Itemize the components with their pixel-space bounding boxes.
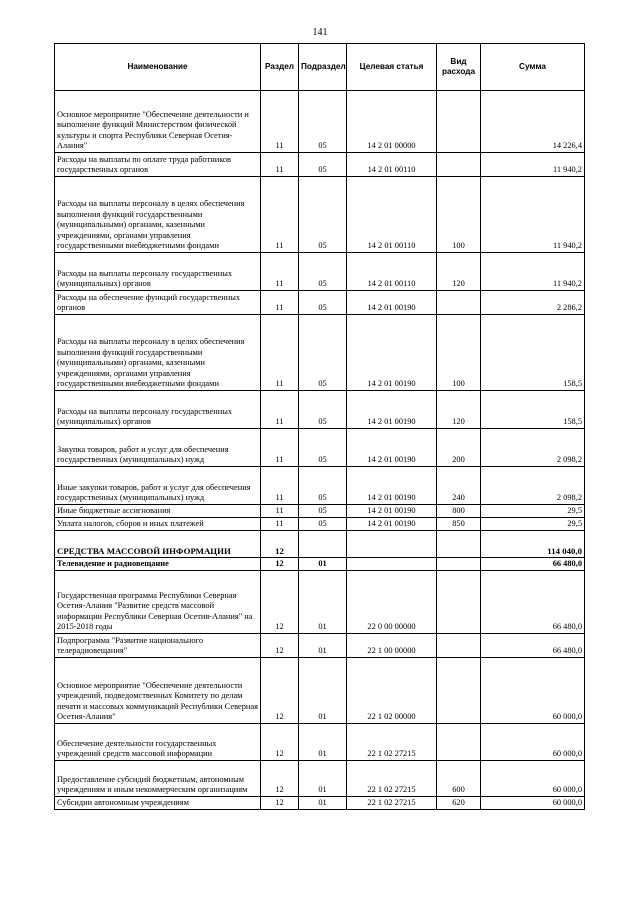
row-kind: 620 [437, 797, 481, 810]
table-row [55, 558, 585, 571]
col-header-subsection: Подраздел [299, 44, 347, 91]
row-name: Государственная программа Республики Северная Осетия-Алания "Развитие средств массовой информации Республики Северная Осетия-Алания" на 2015-2018 годы [55, 571, 261, 634]
row-kind [437, 571, 481, 634]
table-row [55, 467, 585, 505]
table-row [55, 797, 585, 810]
table-row [55, 391, 585, 429]
row-target: 14 2 01 00190 [347, 467, 437, 505]
row-name: Основное мероприятие "Обеспечение деятельности учреждений, подведомственных Комитету по делам печати и массовых коммуникаций Республики Северная Осетия-Алания" [55, 658, 261, 724]
row-name: Расходы на выплаты персоналу государственных (муниципальных) органов [55, 391, 261, 429]
row-kind: 200 [437, 429, 481, 467]
row-target [347, 531, 437, 558]
row-kind [437, 558, 481, 571]
table-row [55, 291, 585, 315]
row-target: 14 2 01 00110 [347, 153, 437, 177]
row-name: Закупка товаров, работ и услуг для обеспечения государственных (муниципальных) нужд [55, 429, 261, 467]
row-target: 22 1 02 27215 [347, 761, 437, 797]
row-kind [437, 724, 481, 761]
row-subsection: 05 [299, 253, 347, 291]
row-subsection: 05 [299, 315, 347, 391]
row-subsection: 05 [299, 391, 347, 429]
row-section: 12 [261, 724, 299, 761]
row-sum: 11 940,2 [481, 177, 585, 253]
row-subsection: 05 [299, 177, 347, 253]
row-name: Иные закупки товаров, работ и услуг для обеспечения государственных (муниципальных) нужд [55, 467, 261, 505]
table-row [55, 518, 585, 531]
row-sum: 2 286,2 [481, 291, 585, 315]
row-subsection: 01 [299, 797, 347, 810]
row-subsection [299, 531, 347, 558]
row-section: 12 [261, 761, 299, 797]
row-subsection: 05 [299, 153, 347, 177]
row-section: 11 [261, 505, 299, 518]
row-name: Основное мероприятие "Обеспечение деятельности и выполнение функций Министерством физической культуры и спорта Республики Северная Осетия-Алания" [55, 91, 261, 153]
row-name: Уплата налогов, сборов и иных платежей [55, 518, 261, 531]
row-name: СРЕДСТВА МАССОВОЙ ИНФОРМАЦИИ [55, 531, 261, 558]
row-section: 11 [261, 467, 299, 505]
row-subsection: 05 [299, 518, 347, 531]
row-sum: 60 000,0 [481, 761, 585, 797]
row-subsection: 01 [299, 634, 347, 658]
row-name: Иные бюджетные ассигнования [55, 505, 261, 518]
row-subsection: 05 [299, 91, 347, 153]
row-target: 14 2 01 00190 [347, 429, 437, 467]
table-row [55, 531, 585, 558]
table-row [55, 91, 585, 153]
row-kind [437, 531, 481, 558]
row-name: Расходы на выплаты по оплате труда работников государственных органов [55, 153, 261, 177]
row-name: Субсидии автономным учреждениям [55, 797, 261, 810]
row-subsection: 01 [299, 761, 347, 797]
row-name: Подпрограмма "Развитие национального телерадиовещания" [55, 634, 261, 658]
row-sum: 60 000,0 [481, 724, 585, 761]
row-subsection: 01 [299, 571, 347, 634]
row-section: 11 [261, 253, 299, 291]
row-target: 14 2 01 00110 [347, 253, 437, 291]
row-name: Расходы на выплаты персоналу в целях обеспечения выполнения функций государственными (муниципальными) органами, казенными учреждениями, органами управления государственными внебюджетными фондами [55, 315, 261, 391]
row-target: 22 1 02 00000 [347, 658, 437, 724]
row-sum: 60 000,0 [481, 797, 585, 810]
row-kind [437, 153, 481, 177]
row-sum: 11 940,2 [481, 153, 585, 177]
row-target [347, 558, 437, 571]
row-target: 14 2 01 00190 [347, 391, 437, 429]
row-section: 11 [261, 291, 299, 315]
table-row [55, 153, 585, 177]
col-header-target: Целевая статья [347, 44, 437, 91]
row-section: 12 [261, 797, 299, 810]
row-sum: 14 226,4 [481, 91, 585, 153]
row-kind: 850 [437, 518, 481, 531]
row-sum: 158,5 [481, 315, 585, 391]
table-row [55, 571, 585, 634]
budget-table [54, 43, 585, 810]
row-sum: 29,5 [481, 518, 585, 531]
row-name: Телевидение и радиовещание [55, 558, 261, 571]
table-row [55, 315, 585, 391]
col-header-name: Наименование [55, 44, 261, 91]
row-target: 14 2 01 00000 [347, 91, 437, 153]
row-subsection: 05 [299, 505, 347, 518]
table-row [55, 253, 585, 291]
col-header-section: Раздел [261, 44, 299, 91]
row-section: 11 [261, 177, 299, 253]
row-section: 12 [261, 634, 299, 658]
row-sum: 29,5 [481, 505, 585, 518]
row-subsection: 01 [299, 658, 347, 724]
row-sum: 66 480,0 [481, 634, 585, 658]
row-section: 11 [261, 315, 299, 391]
row-subsection: 05 [299, 291, 347, 315]
row-section: 11 [261, 429, 299, 467]
row-subsection: 05 [299, 467, 347, 505]
table-row [55, 505, 585, 518]
table-row [55, 658, 585, 724]
col-header-sum: Сумма [481, 44, 585, 91]
row-section: 11 [261, 91, 299, 153]
table-row [55, 634, 585, 658]
row-kind: 120 [437, 391, 481, 429]
row-section: 12 [261, 531, 299, 558]
table-row [55, 724, 585, 761]
row-target: 14 2 01 00190 [347, 315, 437, 391]
row-section: 12 [261, 558, 299, 571]
row-subsection: 01 [299, 558, 347, 571]
row-kind: 600 [437, 761, 481, 797]
row-kind [437, 291, 481, 315]
row-sum: 158,5 [481, 391, 585, 429]
row-target: 14 2 01 00190 [347, 291, 437, 315]
row-subsection: 01 [299, 724, 347, 761]
table-row [55, 429, 585, 467]
row-kind [437, 658, 481, 724]
row-sum: 2 098,2 [481, 467, 585, 505]
row-section: 12 [261, 658, 299, 724]
row-kind: 240 [437, 467, 481, 505]
row-subsection: 05 [299, 429, 347, 467]
row-section: 11 [261, 518, 299, 531]
row-target: 14 2 01 00110 [347, 177, 437, 253]
row-kind: 100 [437, 315, 481, 391]
row-name: Предоставление субсидий бюджетным, автономным учреждениям и иным некоммерческим организациям [55, 761, 261, 797]
row-sum: 2 098,2 [481, 429, 585, 467]
row-sum: 11 940,2 [481, 253, 585, 291]
row-kind: 100 [437, 177, 481, 253]
row-target: 14 2 01 00190 [347, 505, 437, 518]
table-header-row [55, 44, 585, 91]
row-kind: 120 [437, 253, 481, 291]
page-number: 141 [312, 27, 328, 38]
row-section: 12 [261, 571, 299, 634]
table-row [55, 761, 585, 797]
row-kind: 800 [437, 505, 481, 518]
col-header-kind: Вид расхода [437, 44, 481, 91]
row-target: 14 2 01 00190 [347, 518, 437, 531]
row-name: Обеспечение деятельности государственных учреждений средств массовой информации [55, 724, 261, 761]
row-name: Расходы на выплаты персоналу в целях обеспечения выполнения функций государственными (муниципальными) органами, казенными учреждениями, органами управления государственными внебюджетными фондами [55, 177, 261, 253]
row-kind [437, 91, 481, 153]
row-section: 11 [261, 391, 299, 429]
table-row [55, 177, 585, 253]
row-section: 11 [261, 153, 299, 177]
row-sum: 66 480,0 [481, 558, 585, 571]
row-target: 22 0 00 00000 [347, 571, 437, 634]
row-sum: 66 480,0 [481, 571, 585, 634]
row-target: 22 1 02 27215 [347, 797, 437, 810]
row-name: Расходы на обеспечение функций государственных органов [55, 291, 261, 315]
row-target: 22 1 00 00000 [347, 634, 437, 658]
row-name: Расходы на выплаты персоналу государственных (муниципальных) органов [55, 253, 261, 291]
row-sum: 114 040,0 [481, 531, 585, 558]
row-sum: 60 000,0 [481, 658, 585, 724]
row-target: 22 1 02 27215 [347, 724, 437, 761]
row-kind [437, 634, 481, 658]
